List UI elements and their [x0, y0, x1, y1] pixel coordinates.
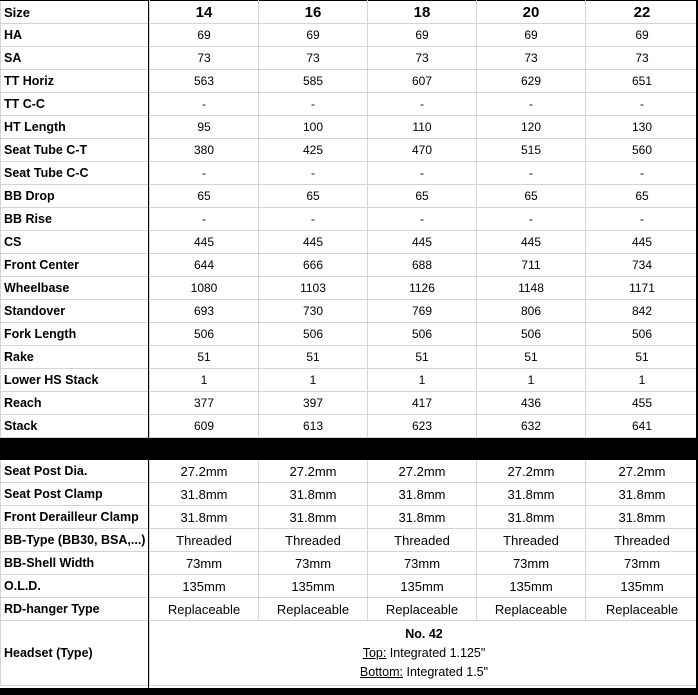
value-cell: 470	[368, 139, 477, 162]
value-cell: -	[150, 93, 259, 116]
headset-bottom-label: Bottom:	[359, 664, 403, 679]
row-label: Rake	[1, 346, 150, 369]
row-label: TT Horiz	[1, 70, 150, 93]
size-header-row	[1, 1, 698, 24]
row-label: Fork Length	[1, 323, 150, 346]
value-cell: Threaded	[477, 529, 586, 552]
value-cell: 95	[150, 116, 259, 139]
value-cell: 629	[477, 70, 586, 93]
geometry-row	[1, 24, 698, 47]
value-cell: 623	[368, 415, 477, 438]
value-cell: 73	[150, 47, 259, 70]
value-cell: 27.2mm	[150, 460, 259, 483]
value-cell: 65	[368, 185, 477, 208]
value-cell: Threaded	[368, 529, 477, 552]
separator-cell	[259, 438, 368, 460]
row-label: BB Rise	[1, 208, 150, 231]
value-cell: 609	[150, 415, 259, 438]
geometry-row	[1, 369, 698, 392]
value-cell: 436	[477, 392, 586, 415]
value-cell: 51	[586, 346, 698, 369]
value-cell: 51	[477, 346, 586, 369]
geometry-row	[1, 254, 698, 277]
value-cell: -	[586, 93, 698, 116]
headset-model: No. 42	[405, 626, 443, 641]
row-label: Stack	[1, 415, 150, 438]
row-label: Standover	[1, 300, 150, 323]
value-cell: 1148	[477, 277, 586, 300]
row-label: HT Length	[1, 116, 150, 139]
value-cell: 455	[586, 392, 698, 415]
separator-cell	[150, 438, 259, 460]
value-cell: 445	[477, 231, 586, 254]
row-label: BB-Type (BB30, BSA,...)	[1, 529, 150, 552]
geometry-row	[1, 208, 698, 231]
value-cell: Threaded	[150, 529, 259, 552]
value-cell: 73	[368, 47, 477, 70]
value-cell: 135mm	[259, 575, 368, 598]
size-header-label: Size	[1, 1, 150, 24]
row-label: Lower HS Stack	[1, 369, 150, 392]
value-cell: 377	[150, 392, 259, 415]
geometry-row	[1, 185, 698, 208]
value-cell: 666	[259, 254, 368, 277]
value-cell: 607	[368, 70, 477, 93]
value-cell: 1	[259, 369, 368, 392]
value-cell: 73mm	[259, 552, 368, 575]
value-cell: 31.8mm	[150, 483, 259, 506]
value-cell: 417	[368, 392, 477, 415]
value-cell: 100	[259, 116, 368, 139]
value-cell: 110	[368, 116, 477, 139]
separator-cell	[1, 438, 150, 460]
size-header-cell: 22	[586, 1, 698, 24]
component-row	[1, 483, 698, 506]
value-cell: -	[150, 162, 259, 185]
separator-cell	[477, 438, 586, 460]
value-cell: -	[368, 93, 477, 116]
value-cell: 65	[150, 185, 259, 208]
value-cell: 734	[586, 254, 698, 277]
headset-bottom-value: Integrated 1.5"	[403, 664, 489, 679]
value-cell: -	[259, 162, 368, 185]
value-cell: -	[150, 208, 259, 231]
size-header-cell: 20	[477, 1, 586, 24]
value-cell: -	[259, 208, 368, 231]
row-label: RD-hanger Type	[1, 598, 150, 621]
value-cell: 31.8mm	[368, 483, 477, 506]
value-cell: 445	[368, 231, 477, 254]
value-cell: 73	[259, 47, 368, 70]
value-cell: 1171	[586, 277, 698, 300]
geometry-row	[1, 93, 698, 116]
geometry-row	[1, 323, 698, 346]
row-label: SA	[1, 47, 150, 70]
value-cell: 69	[259, 24, 368, 47]
value-cell: -	[368, 208, 477, 231]
geometry-row	[1, 70, 698, 93]
value-cell: 1	[368, 369, 477, 392]
value-cell: 506	[150, 323, 259, 346]
value-cell: 506	[368, 323, 477, 346]
value-cell: 69	[150, 24, 259, 47]
component-row	[1, 575, 698, 598]
value-cell: 445	[259, 231, 368, 254]
value-cell: -	[368, 162, 477, 185]
value-cell: 73mm	[150, 552, 259, 575]
value-cell: 563	[150, 70, 259, 93]
value-cell: 31.8mm	[477, 506, 586, 529]
value-cell: 1	[477, 369, 586, 392]
value-cell: 1103	[259, 277, 368, 300]
value-cell: 31.8mm	[586, 506, 698, 529]
value-cell: 31.8mm	[368, 506, 477, 529]
value-cell: Replaceable	[368, 598, 477, 621]
headset-top-label: Top:	[362, 645, 387, 660]
value-cell: 842	[586, 300, 698, 323]
value-cell: -	[586, 208, 698, 231]
geometry-row	[1, 415, 698, 438]
value-cell: Replaceable	[586, 598, 698, 621]
value-cell: 1080	[150, 277, 259, 300]
component-row	[1, 506, 698, 529]
headset-top-value: Integrated 1.125"	[386, 645, 486, 660]
geometry-row	[1, 116, 698, 139]
value-cell: 730	[259, 300, 368, 323]
row-label: Front Derailleur Clamp	[1, 506, 150, 529]
component-row	[1, 460, 698, 483]
value-cell: 380	[150, 139, 259, 162]
value-cell: 31.8mm	[586, 483, 698, 506]
geometry-row	[1, 346, 698, 369]
value-cell: 644	[150, 254, 259, 277]
value-cell: 135mm	[150, 575, 259, 598]
value-cell: 506	[477, 323, 586, 346]
value-cell: -	[586, 162, 698, 185]
value-cell: 506	[586, 323, 698, 346]
value-cell: 445	[150, 231, 259, 254]
row-label: Seat Tube C-C	[1, 162, 150, 185]
row-label: Seat Post Dia.	[1, 460, 150, 483]
geometry-row	[1, 392, 698, 415]
component-row	[1, 529, 698, 552]
headset-row	[1, 621, 698, 686]
value-cell: 425	[259, 139, 368, 162]
component-row	[1, 552, 698, 575]
row-label: TT C-C	[1, 93, 150, 116]
value-cell: Replaceable	[259, 598, 368, 621]
value-cell: 693	[150, 300, 259, 323]
value-cell: 506	[259, 323, 368, 346]
section-separator	[1, 438, 698, 460]
value-cell: 27.2mm	[586, 460, 698, 483]
value-cell: 73	[477, 47, 586, 70]
row-label: CS	[1, 231, 150, 254]
value-cell: Threaded	[586, 529, 698, 552]
value-cell: 51	[150, 346, 259, 369]
geometry-row	[1, 277, 698, 300]
value-cell: 73	[586, 47, 698, 70]
value-cell: 632	[477, 415, 586, 438]
value-cell: 65	[586, 185, 698, 208]
value-cell: 641	[586, 415, 698, 438]
value-cell: 130	[586, 116, 698, 139]
headset-label: Headset (Type)	[1, 621, 150, 686]
row-label: Seat Post Clamp	[1, 483, 150, 506]
value-cell: 73mm	[368, 552, 477, 575]
value-cell: 51	[259, 346, 368, 369]
bottom-bar	[0, 688, 698, 695]
value-cell: 73mm	[477, 552, 586, 575]
row-label: O.L.D.	[1, 575, 150, 598]
value-cell: 31.8mm	[477, 483, 586, 506]
separator-cell	[368, 438, 477, 460]
value-cell: 31.8mm	[259, 483, 368, 506]
headset-top	[150, 644, 698, 663]
value-cell: 65	[259, 185, 368, 208]
value-cell: -	[259, 93, 368, 116]
value-cell: -	[477, 93, 586, 116]
value-cell: 397	[259, 392, 368, 415]
value-cell: 135mm	[586, 575, 698, 598]
value-cell: 515	[477, 139, 586, 162]
geometry-row	[1, 139, 698, 162]
value-cell: 585	[259, 70, 368, 93]
headset-bottom	[150, 663, 698, 682]
value-cell: 1126	[368, 277, 477, 300]
headset-value	[150, 621, 698, 686]
value-cell: 69	[368, 24, 477, 47]
row-label: BB-Shell Width	[1, 552, 150, 575]
value-cell: 120	[477, 116, 586, 139]
row-label: Seat Tube C-T	[1, 139, 150, 162]
value-cell: 73mm	[586, 552, 698, 575]
value-cell: -	[477, 162, 586, 185]
row-label: Wheelbase	[1, 277, 150, 300]
value-cell: Replaceable	[477, 598, 586, 621]
value-cell: 27.2mm	[477, 460, 586, 483]
value-cell: 135mm	[477, 575, 586, 598]
value-cell: 688	[368, 254, 477, 277]
value-cell: 27.2mm	[368, 460, 477, 483]
value-cell: 69	[586, 24, 698, 47]
size-header-cell: 18	[368, 1, 477, 24]
left-divider	[148, 0, 149, 695]
row-label: HA	[1, 24, 150, 47]
value-cell: Threaded	[259, 529, 368, 552]
geometry-row	[1, 47, 698, 70]
geometry-row	[1, 300, 698, 323]
value-cell: 651	[586, 70, 698, 93]
value-cell: 135mm	[368, 575, 477, 598]
value-cell: 65	[477, 185, 586, 208]
row-label: BB Drop	[1, 185, 150, 208]
value-cell: -	[477, 208, 586, 231]
value-cell: 711	[477, 254, 586, 277]
value-cell: 31.8mm	[150, 506, 259, 529]
value-cell: 613	[259, 415, 368, 438]
value-cell: 1	[586, 369, 698, 392]
value-cell: Replaceable	[150, 598, 259, 621]
value-cell: 51	[368, 346, 477, 369]
row-label: Reach	[1, 392, 150, 415]
geometry-row	[1, 231, 698, 254]
value-cell: 806	[477, 300, 586, 323]
value-cell: 31.8mm	[259, 506, 368, 529]
value-cell: 1	[150, 369, 259, 392]
value-cell: 445	[586, 231, 698, 254]
geometry-row	[1, 162, 698, 185]
size-header-cell: 16	[259, 1, 368, 24]
separator-cell	[586, 438, 698, 460]
row-label: Front Center	[1, 254, 150, 277]
value-cell: 69	[477, 24, 586, 47]
component-row	[1, 598, 698, 621]
size-header-cell: 14	[150, 1, 259, 24]
value-cell: 560	[586, 139, 698, 162]
value-cell: 769	[368, 300, 477, 323]
value-cell: 27.2mm	[259, 460, 368, 483]
